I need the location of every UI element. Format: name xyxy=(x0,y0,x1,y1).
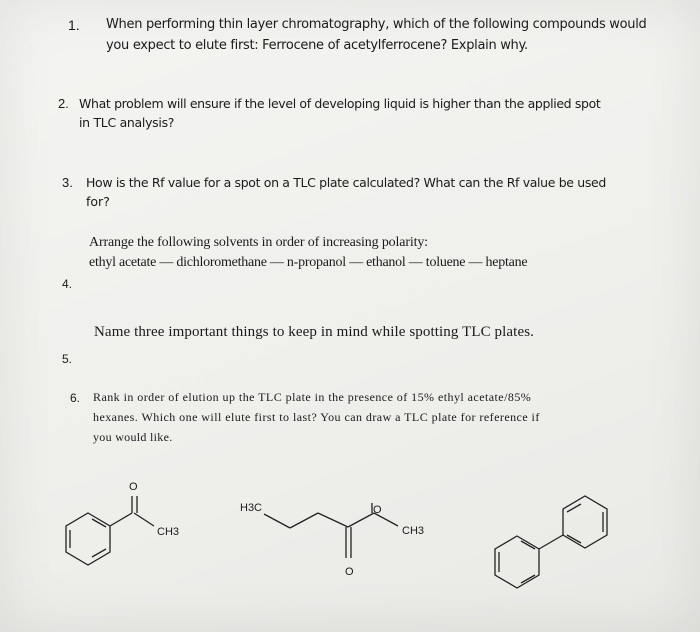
acetophenone-methyl-label: CH3 xyxy=(157,526,180,538)
question-3-line-2: for? xyxy=(86,194,110,209)
question-1-line-1: When performing thin layer chromatography, which of the following compounds would xyxy=(106,17,647,32)
diketone-top-oxygen-label: O xyxy=(373,504,382,516)
question-1-line-2: you expect to elute first: Ferrocene of acetylferrocene? Explain why. xyxy=(106,38,528,53)
question-4-number: 4. xyxy=(62,277,73,291)
diketone-bottom-oxygen-label: O xyxy=(345,566,354,578)
question-6-line-1: Rank in order of elution up the TLC plate in the presence of 15% ethyl acetate/85% xyxy=(93,390,532,404)
biphenyl-ring-right xyxy=(563,496,607,548)
question-6-line-3: you would like. xyxy=(93,430,173,444)
question-5-line-1: Name three important things to keep in mind while spotting TLC plates. xyxy=(94,324,534,340)
diketone-h3c-label: H3C xyxy=(240,502,263,514)
question-3-number: 3. xyxy=(62,175,73,190)
question-2-line-1: What problem will ensure if the level of developing liquid is higher than the applied spot xyxy=(79,96,601,111)
question-1-number: 1. xyxy=(68,17,80,33)
biphenyl-structure xyxy=(495,496,607,588)
question-5-number: 5. xyxy=(62,352,73,366)
question-2-number: 2. xyxy=(58,96,69,111)
question-2-line-2: in TLC analysis? xyxy=(79,115,175,130)
acetophenone-oxygen-label: O xyxy=(129,481,138,493)
question-3-line-1: How is the Rf value for a spot on a TLC plate calculated? What can the Rf value be used xyxy=(86,175,606,190)
question-6-number: 6. xyxy=(70,391,81,405)
diketone-methyl-label: CH3 xyxy=(402,525,425,537)
biphenyl-ring-left xyxy=(495,536,539,588)
benzene-ring xyxy=(66,513,110,565)
question-6-line-2: hexanes. Which one will elute first to last? You can draw a TLC plate for reference if xyxy=(93,410,540,424)
question-4-line-1: Arrange the following solvents in order of increasing polarity: xyxy=(89,235,428,250)
acetophenone-structure xyxy=(66,496,154,565)
question-4-line-2: ethyl acetate — dichloromethane — n-propanol — ethanol — toluene — heptane xyxy=(89,255,528,270)
